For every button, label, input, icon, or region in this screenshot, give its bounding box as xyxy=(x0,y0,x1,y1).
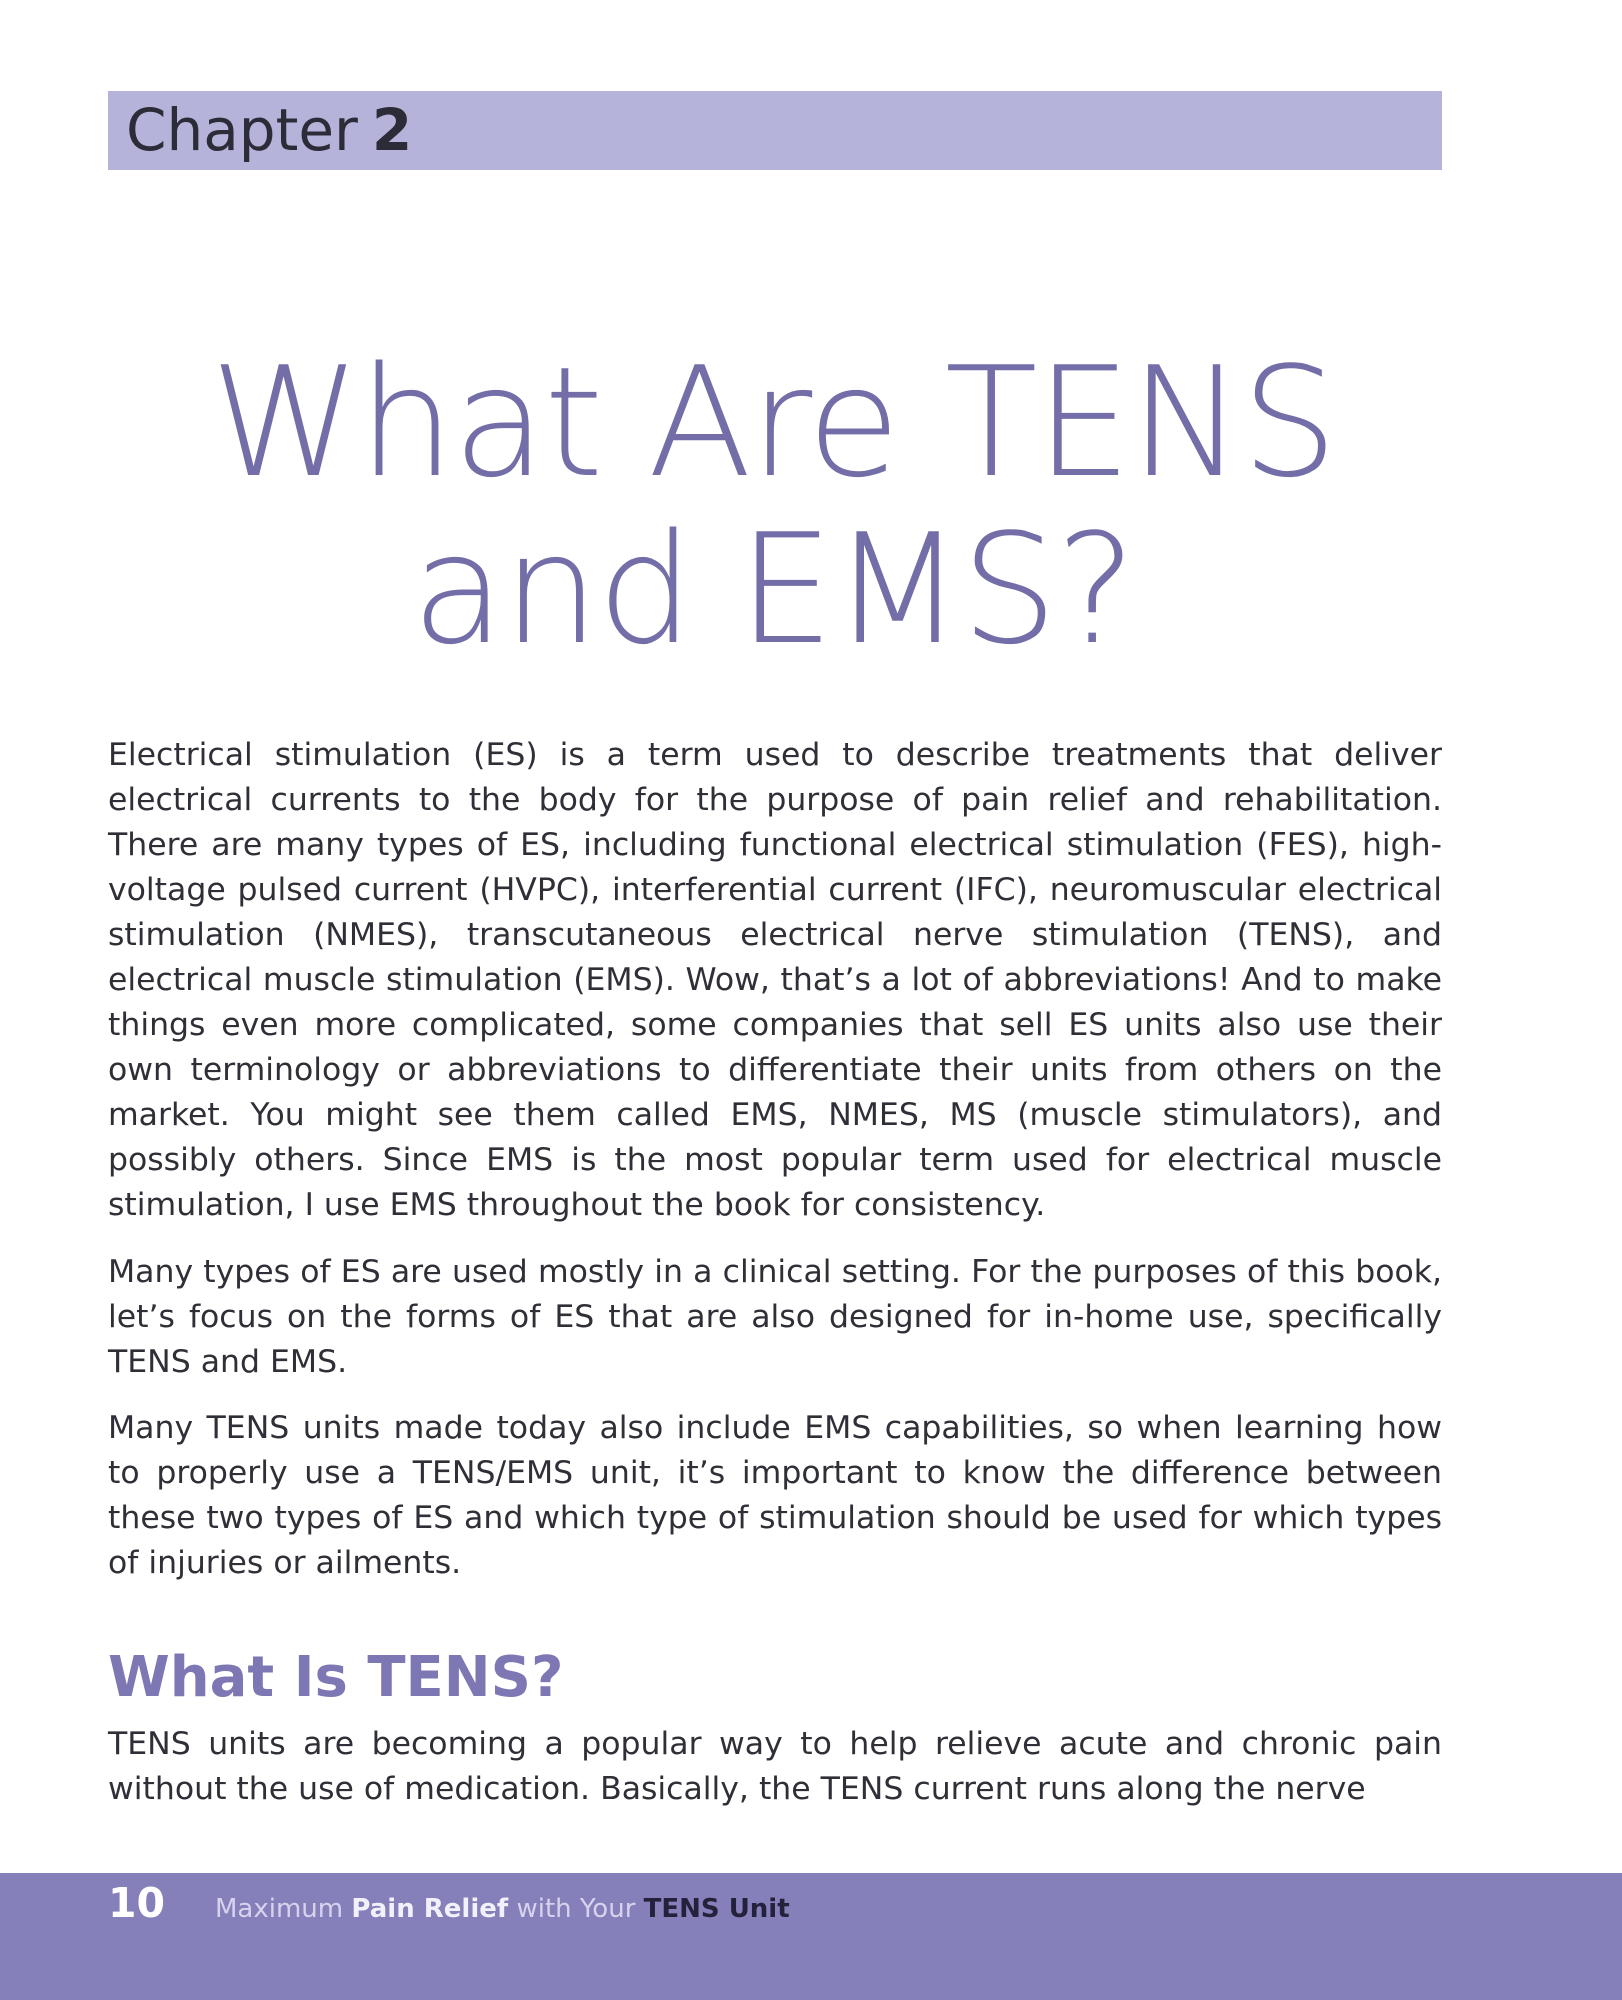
page-number: 10 xyxy=(108,1879,166,1927)
paragraph-capabilities: Many TENS units made today also include EMS capabilities, so when learning how to properly use a TENS/EMS unit, it’s important to know the difference between these two types of ES and which type of stimulation should be used for which types of injuries or ailments. xyxy=(108,1410,1442,1581)
paragraph-tens: TENS units are becoming a popular way to help relieve acute and chronic pain without the use of medication. Basically, the TENS current runs along the nerve xyxy=(108,1726,1442,1807)
chapter-title-line-1: What Are TENS xyxy=(210,334,1336,511)
running-title-part-1: Maximum xyxy=(215,1894,352,1924)
chapter-banner xyxy=(108,91,1442,170)
running-title-part-4: TENS Unit xyxy=(643,1894,790,1924)
running-title-part-2: Pain Relief xyxy=(351,1894,509,1924)
chapter-label xyxy=(126,91,412,170)
running-title xyxy=(215,1889,790,1929)
paragraph-clinical: Many types of ES are used mostly in a clinical setting. For the purposes of this book, let’s focus on the forms of ES that are also designed for in-home use, specifically TENS and EMS. xyxy=(108,1254,1442,1380)
section-heading: What Is TENS? xyxy=(108,1645,564,1710)
running-title-part-3: with Your xyxy=(508,1894,644,1924)
chapter-title-line-2: and EMS? xyxy=(411,501,1135,678)
chapter-word: Chapter xyxy=(126,96,358,164)
paragraph-intro: Electrical stimulation (ES) is a term used to describe treatments that deliver electrical currents to the body for the purpose of pain relief and rehabilitation. There are many types of ES, including functional electrical stimulation (FES), high-voltage pulsed current (HVPC), interferential current (IFC), neuromuscular electrical stimulation (NMES), transcutaneous electrical nerve stimulation (TENS), and electrical muscle stimulation (EMS). Wow, that’s a lot of abbreviations! And to make things even more complicated, some companies that sell ES units also use their own terminology or abbreviations to differentiate their units from others on the market. You might see them called EMS, NMES, MS (muscle stimulators), and possibly others. Since EMS is the most popular term used for electrical muscle stimulation, I use EMS throughout the book for consistency. xyxy=(108,737,1442,1223)
chapter-number: 2 xyxy=(371,96,413,164)
